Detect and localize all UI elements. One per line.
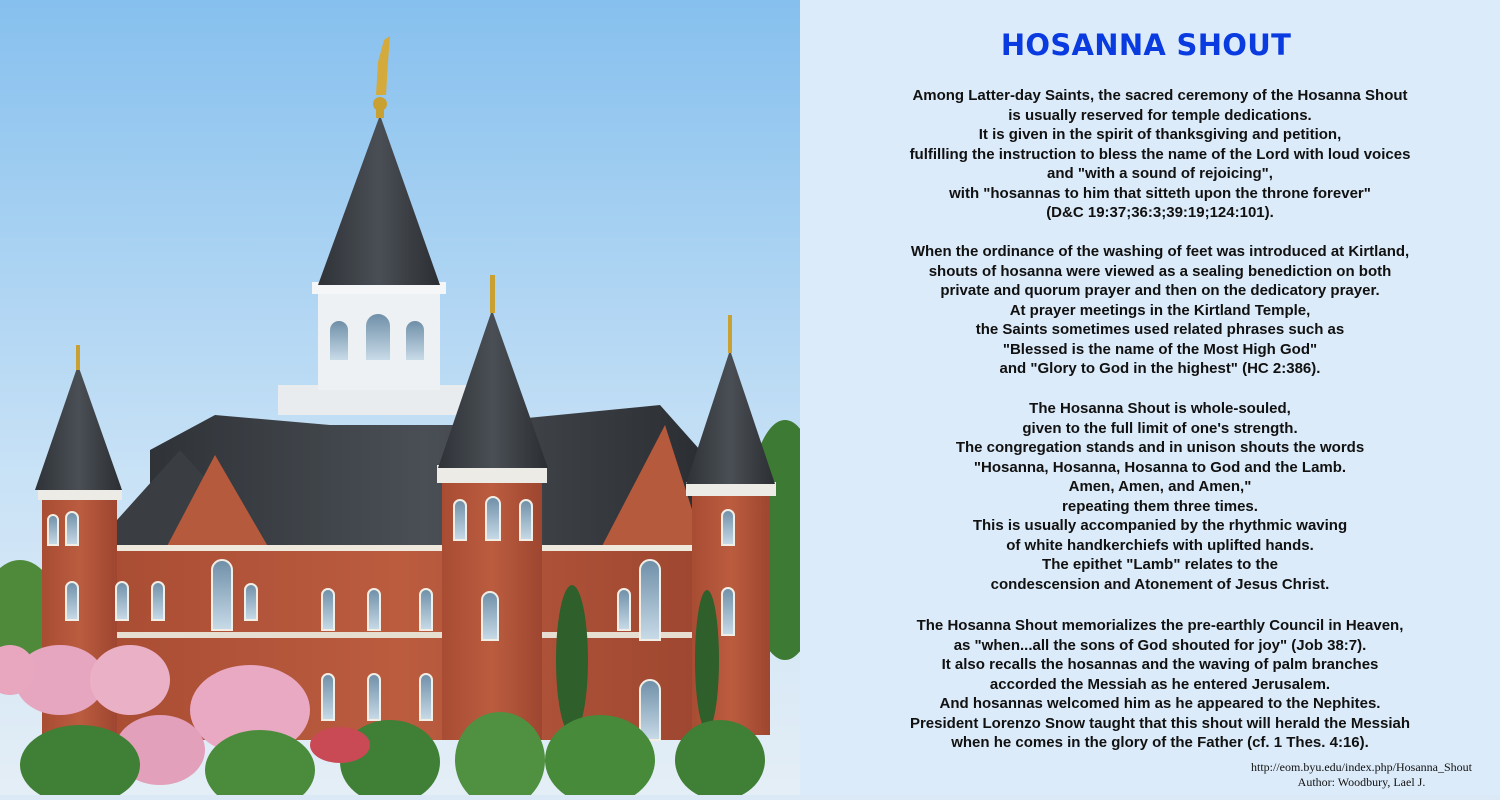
source-citation <box>1251 760 1472 790</box>
text-line: The Hosanna Shout memorializes the pre-earthly Council in Heaven, <box>916 617 1404 634</box>
source-author: Author: Woodbury, Lael J. <box>1297 775 1426 789</box>
text-line: "Blessed is the name of the Most High God" <box>1002 340 1318 358</box>
text-line: And hosannas welcomed him as he appeared to the Nephites. <box>939 695 1381 712</box>
paragraph-council <box>860 616 1460 753</box>
text-line: and "Glory to God in the highest" (HC 2:386). <box>999 360 1321 377</box>
text-line: (D&C 19:37;36:3;39:19;124:101). <box>1046 204 1274 221</box>
text-line: private and quorum prayer and then on the dedicatory prayer. <box>940 282 1380 299</box>
text-line: shouts of hosanna were viewed as a sealing benediction on both <box>928 262 1392 280</box>
text-line: Among Latter-day Saints, the sacred ceremony of the Hosanna Shout <box>912 87 1408 104</box>
text-line: President Lorenzo Snow taught that this shout will herald the Messiah <box>909 714 1411 732</box>
text-line: Amen, Amen, and Amen," <box>1068 478 1252 495</box>
text-line: repeating them three times. <box>1062 497 1258 515</box>
text-line: accorded the Messiah as he entered Jerusalem. <box>989 675 1331 693</box>
text-line: is usually reserved for temple dedications. <box>1008 106 1312 124</box>
paragraph-whole-souled <box>860 399 1460 594</box>
page-title: HOSANNA SHOUT <box>1000 28 1292 62</box>
text-line: as "when...all the sons of God shouted for joy" (Job 38:7). <box>953 636 1367 654</box>
text-line: the Saints sometimes used related phrases such as <box>975 321 1345 338</box>
source-url: http://eom.byu.edu/index.php/Hosanna_Shout <box>1251 760 1472 774</box>
text-line: when he comes in the glory of the Father (cf. 1 Thes. 4:16). <box>951 734 1369 751</box>
text-line: It also recalls the hosannas and the waving of palm branches <box>941 656 1379 673</box>
text-line: When the ordinance of the washing of feet was introduced at Kirtland, <box>910 243 1410 260</box>
text-line: "Hosanna, Hosanna, Hosanna to God and the Lamb. <box>973 458 1347 476</box>
text-line: This is usually accompanied by the rhythmic waving <box>972 517 1348 534</box>
text-line: given to the full limit of one's strength. <box>1022 419 1298 437</box>
text-line: At prayer meetings in the Kirtland Temple, <box>1009 301 1311 319</box>
text-line: with "hosannas to him that sitteth upon the throne forever" <box>949 184 1371 202</box>
text-line: and "with a sound of rejoicing", <box>1047 165 1273 182</box>
text-line: of white handkerchiefs with uplifted hands. <box>1006 536 1314 554</box>
text-line: The epithet "Lamb" relates to the <box>1042 556 1278 573</box>
paragraph-ceremony <box>860 86 1460 223</box>
text-line: The congregation stands and in unison shouts the words <box>955 439 1365 456</box>
text-line: It is given in the spirit of thanksgiving and petition, <box>978 126 1342 143</box>
text-line: The Hosanna Shout is whole-souled, <box>1029 400 1291 417</box>
text-line: condescension and Atonement of Jesus Christ. <box>990 575 1330 593</box>
paragraph-kirtland <box>860 242 1460 379</box>
text-line: fulfilling the instruction to bless the name of the Lord with loud voices <box>909 145 1411 163</box>
